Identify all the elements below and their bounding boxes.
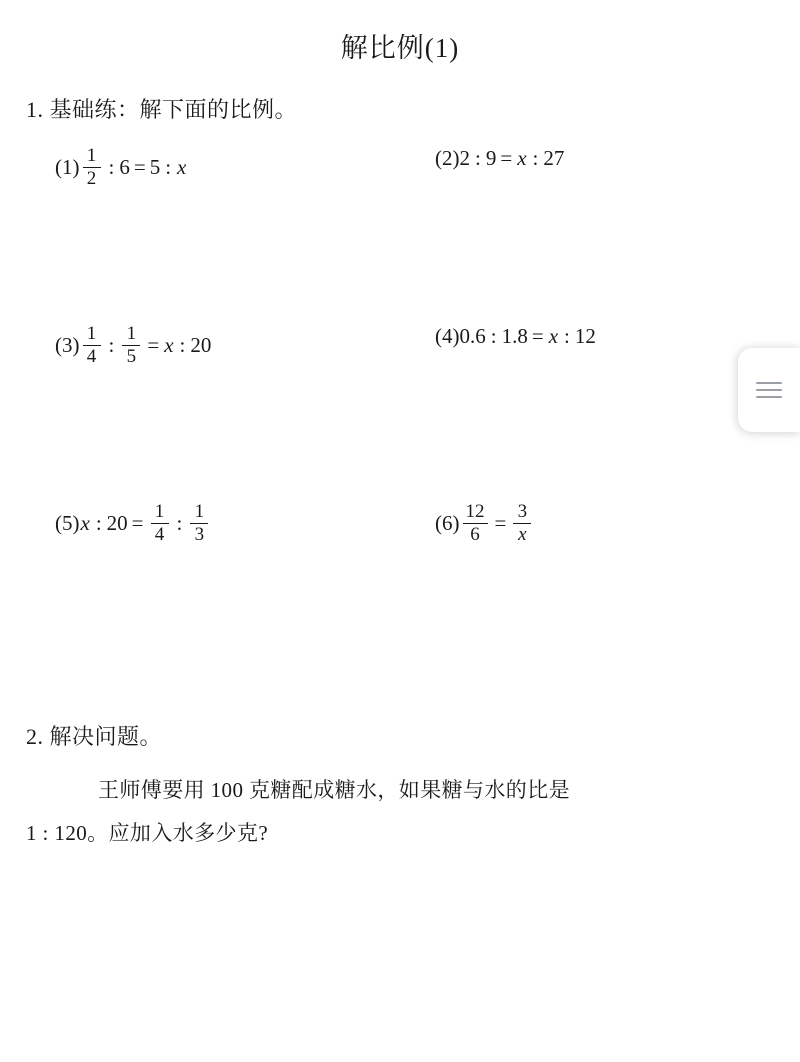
problem-2-unknown: x [517,146,527,170]
fraction-numerator: 1 [86,145,97,166]
problem-1-fraction-1 [83,146,101,189]
problem-6-fraction-1 [463,502,488,545]
problem-3-fraction-1 [83,324,101,367]
problem-1-label: (1) [55,154,80,179]
problem-1-unknown: x [177,154,187,179]
word-problem-line-2: 1 : 120。应加入水多少克? [26,821,269,846]
problem-6 [435,502,534,545]
problem-4-unknown: x [548,324,559,348]
colon-symbol: : [108,154,115,179]
problem-3-unknown: x [164,332,174,357]
hamburger-line [756,389,782,391]
problem-5-fraction-1 [151,502,169,545]
colon-symbol: : [564,324,570,348]
problem-5-term-b: 20 [106,510,128,535]
colon-symbol: : [179,332,186,357]
problem-grid [0,146,800,680]
equals-symbol: = [147,332,160,357]
problem-2-term-a: 2 [459,146,470,170]
problem-6-fraction-2 [513,502,531,545]
problem-1 [55,146,435,189]
fraction-numerator: 12 [465,501,485,522]
problem-1-term-b: 6 [119,154,130,179]
problem-5 [55,502,435,545]
hamburger-line [756,382,782,384]
problem-row-3 [0,502,800,680]
fraction-denominator: 4 [154,523,165,545]
problem-row-1 [0,146,800,324]
problem-3-fraction-2 [122,324,140,367]
problem-6-label: (6) [435,510,460,535]
problem-5-label: (5) [55,510,80,535]
fraction-denominator: x [518,523,527,545]
problem-2 [435,146,564,171]
problem-4-label: (4) [435,324,460,348]
problem-2-term-d: 27 [543,146,565,170]
problem-2-term-b: 9 [485,146,497,170]
hamburger-menu-icon[interactable] [756,382,782,399]
hamburger-line [756,396,782,398]
fraction-numerator: 1 [194,501,205,522]
problem-3 [55,324,435,367]
problem-4 [435,324,596,349]
colon-symbol: : [532,146,539,170]
problem-5-fraction-2 [190,502,208,545]
equals-symbol: = [131,510,144,535]
problem-4-term-b: 1.8 [501,324,528,348]
section-2-body [26,769,800,855]
equals-symbol: = [133,154,146,179]
problem-3-label: (3) [55,332,80,357]
problem-2-label: (2) [435,146,460,170]
section-2-heading: 2. 解决问题。 [26,724,163,749]
fraction-denominator: 6 [470,523,480,545]
fraction-denominator: 2 [86,167,97,189]
colon-symbol: : [108,332,115,357]
colon-symbol: : [475,146,481,170]
fraction-denominator: 3 [194,523,205,545]
fraction-numerator: 1 [126,323,137,344]
fraction-numerator: 3 [517,501,528,522]
colon-symbol: : [490,324,497,348]
problem-4-term-d: 12 [574,324,596,348]
fraction-denominator: 5 [126,345,137,367]
section-2 [0,720,800,855]
fraction-denominator: 4 [86,345,97,367]
word-problem-line-1: 王师傅要用 100 克糖配成糖水，如果糖与水的比是 [98,778,570,802]
colon-symbol: : [95,510,102,535]
problem-1-term-c: 5 [149,154,161,179]
problem-4-term-a: 0.6 [459,324,486,348]
equals-symbol: = [500,146,513,170]
problem-3-term-d: 20 [190,332,212,357]
equals-symbol: = [494,510,507,535]
floating-menu-button[interactable] [738,348,800,432]
fraction-numerator: 1 [154,501,165,522]
page-title: 解比例(1) [340,33,460,63]
fraction-numerator: 1 [86,323,97,344]
worksheet-page [0,26,800,1062]
equals-symbol: = [531,324,544,348]
colon-symbol: : [176,510,183,535]
problem-row-2 [0,324,800,502]
section-1-heading: 1. 基础练：解下面的比例。 [26,97,298,122]
problem-5-unknown: x [80,510,90,535]
colon-symbol: : [165,154,172,179]
